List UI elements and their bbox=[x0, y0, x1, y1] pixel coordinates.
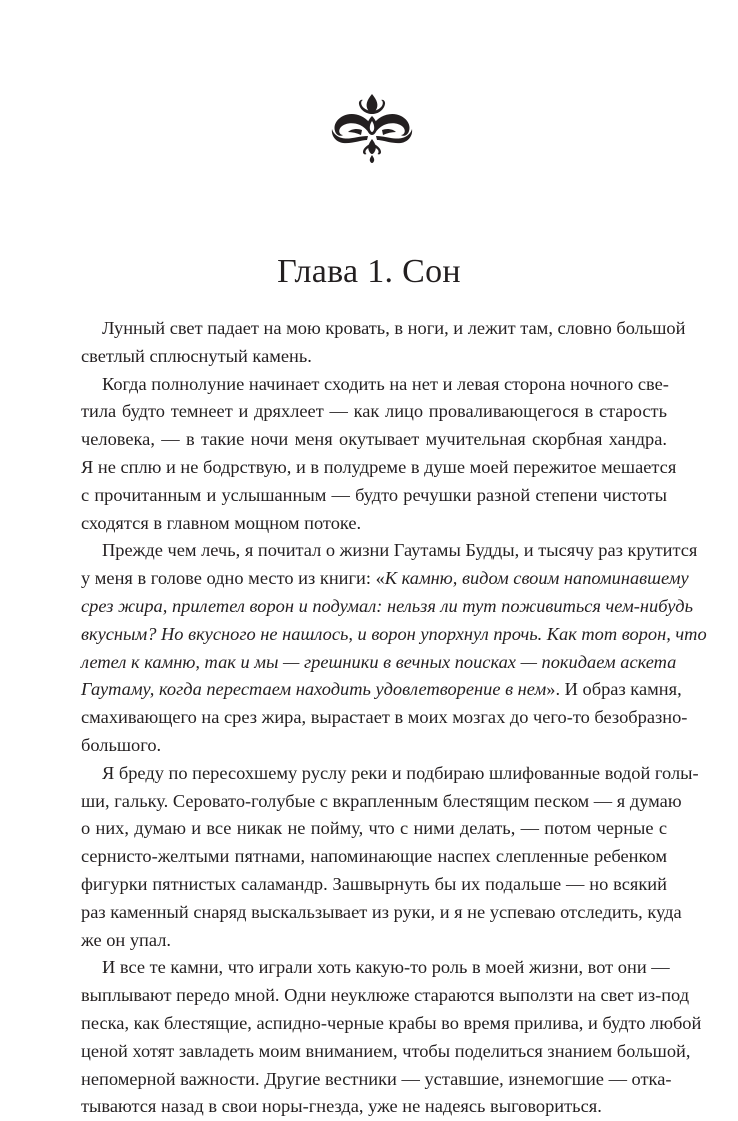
italic-quote-run: срез жира, прилетел ворон и подумал: нельзя ли тут поживиться чем-нибудь bbox=[81, 595, 693, 616]
text-run: светлый сплюснутый камень. bbox=[81, 345, 312, 366]
text-line bbox=[81, 482, 667, 510]
text-run: Лунный свет падает на мою кровать, в ноги, и лежит там, словно большой bbox=[102, 318, 686, 338]
text-line bbox=[81, 982, 690, 1010]
text-line bbox=[81, 343, 667, 371]
text-run: выплывают передо мной. Одни неуклюже стараются выползти на свет из-под bbox=[81, 985, 690, 1006]
text-line bbox=[81, 621, 707, 649]
text-run: тываются назад в свои норы-гнезда, уже не надеясь выговориться. bbox=[81, 1096, 602, 1117]
chapter-body bbox=[81, 315, 707, 1121]
text-line bbox=[81, 1066, 672, 1094]
text-run: у меня в голове одно место из книги: « bbox=[81, 568, 385, 589]
paragraph bbox=[81, 315, 686, 371]
text-run: Когда полнолуние начинает сходить на нет и левая сторона ночного све- bbox=[102, 373, 669, 394]
text-line bbox=[81, 537, 698, 565]
text-run: сернисто-желтыми пятнами, напоминающие наспех слепленные ребенком bbox=[81, 846, 667, 867]
text-line bbox=[81, 649, 677, 677]
text-run: раз каменный снаряд выскальзывает из руки, и я не успеваю отследить, куда bbox=[81, 901, 682, 922]
text-line bbox=[81, 426, 667, 454]
paragraph bbox=[81, 954, 702, 1121]
text-line bbox=[81, 760, 699, 788]
text-line bbox=[81, 565, 689, 593]
text-line bbox=[81, 927, 667, 955]
chapter-title: Глава 1. Сон bbox=[277, 253, 461, 290]
text-run: Я не сплю и не бодрствую, и в полудреме в душе моей пережитое мешается bbox=[81, 456, 677, 477]
text-run: непомерной важности. Другие вестники — уставшие, изнемогшие — отка- bbox=[81, 1068, 672, 1089]
text-line bbox=[81, 843, 667, 871]
text-run: Прежде чем лечь, я почитал о жизни Гаутамы Будды, и тысячу раз крутится bbox=[102, 540, 698, 561]
text-line bbox=[81, 454, 677, 482]
text-run: ». И образ камня, bbox=[546, 679, 682, 700]
text-run: ценой хотят завладеть моим вниманием, чтобы поделиться знанием большой, bbox=[81, 1040, 691, 1061]
italic-quote-run: летел к камню, так и мы — грешники в вечных поисках — покидаем аскета bbox=[81, 651, 677, 672]
text-line bbox=[81, 704, 688, 732]
text-line bbox=[81, 371, 667, 399]
text-run: песка, как блестящие, аспидно-черные крабы во время прилива, и будто любой bbox=[81, 1012, 702, 1033]
text-line bbox=[81, 676, 682, 704]
text-run: ши, гальку. Серовато-голубые с вкрапленным блестящим песком — я думаю bbox=[81, 790, 682, 811]
text-run: же он упал. bbox=[81, 929, 171, 950]
italic-quote-run: К камню, видом своим напоминавшему bbox=[384, 568, 689, 589]
italic-quote-run: Гаутаму, когда перестаем находить удовлетворение в нем bbox=[81, 679, 547, 700]
text-line bbox=[81, 871, 667, 899]
text-line bbox=[81, 510, 667, 538]
text-run: фигурки пятнистых саламандр. Зашвырнуть бы их подальше — но всякий bbox=[81, 873, 667, 894]
text-line bbox=[81, 1093, 667, 1121]
text-run: сходятся в главном мощном потоке. bbox=[81, 512, 362, 533]
text-line bbox=[81, 398, 667, 426]
text-run: человека, — в такие ночи меня окутывает мучительная скорбная хандра. bbox=[81, 429, 667, 450]
text-line bbox=[81, 788, 682, 816]
text-run: с прочитанным и услышанным — будто речушки разной степени чистоты bbox=[81, 484, 667, 505]
text-line bbox=[81, 899, 682, 927]
text-line bbox=[81, 593, 693, 621]
text-run: тила будто темнеет и дряхлеет — как лицо проваливающегося в старость bbox=[81, 401, 667, 422]
italic-quote-run: вкусным? Но вкусного не нашлось, и ворон упорхнул прочь. Как тот ворон, что bbox=[81, 623, 707, 644]
text-run: о них, думаю и все никак не пойму, что с ними делать, — потом черные с bbox=[81, 818, 667, 839]
text-line bbox=[81, 1038, 691, 1066]
paragraph bbox=[81, 371, 677, 538]
text-run: смахивающего на срез жира, вырастает в моих мозгах до чего-то безобразно- bbox=[81, 707, 688, 728]
text-line bbox=[81, 815, 667, 843]
paragraph bbox=[81, 760, 699, 955]
text-line bbox=[81, 1010, 702, 1038]
paragraph bbox=[81, 537, 707, 759]
text-line bbox=[81, 954, 670, 982]
text-run: Я бреду по пересохшему руслу реки и подбираю шлифованные водой голы- bbox=[102, 762, 699, 783]
text-run: И все те камни, что играли хоть какую-то роль в моей жизни, вот они — bbox=[102, 957, 670, 978]
text-line bbox=[81, 732, 667, 760]
floral-ornament-icon bbox=[329, 92, 415, 164]
text-run: большого. bbox=[81, 734, 162, 755]
text-line bbox=[81, 315, 686, 343]
